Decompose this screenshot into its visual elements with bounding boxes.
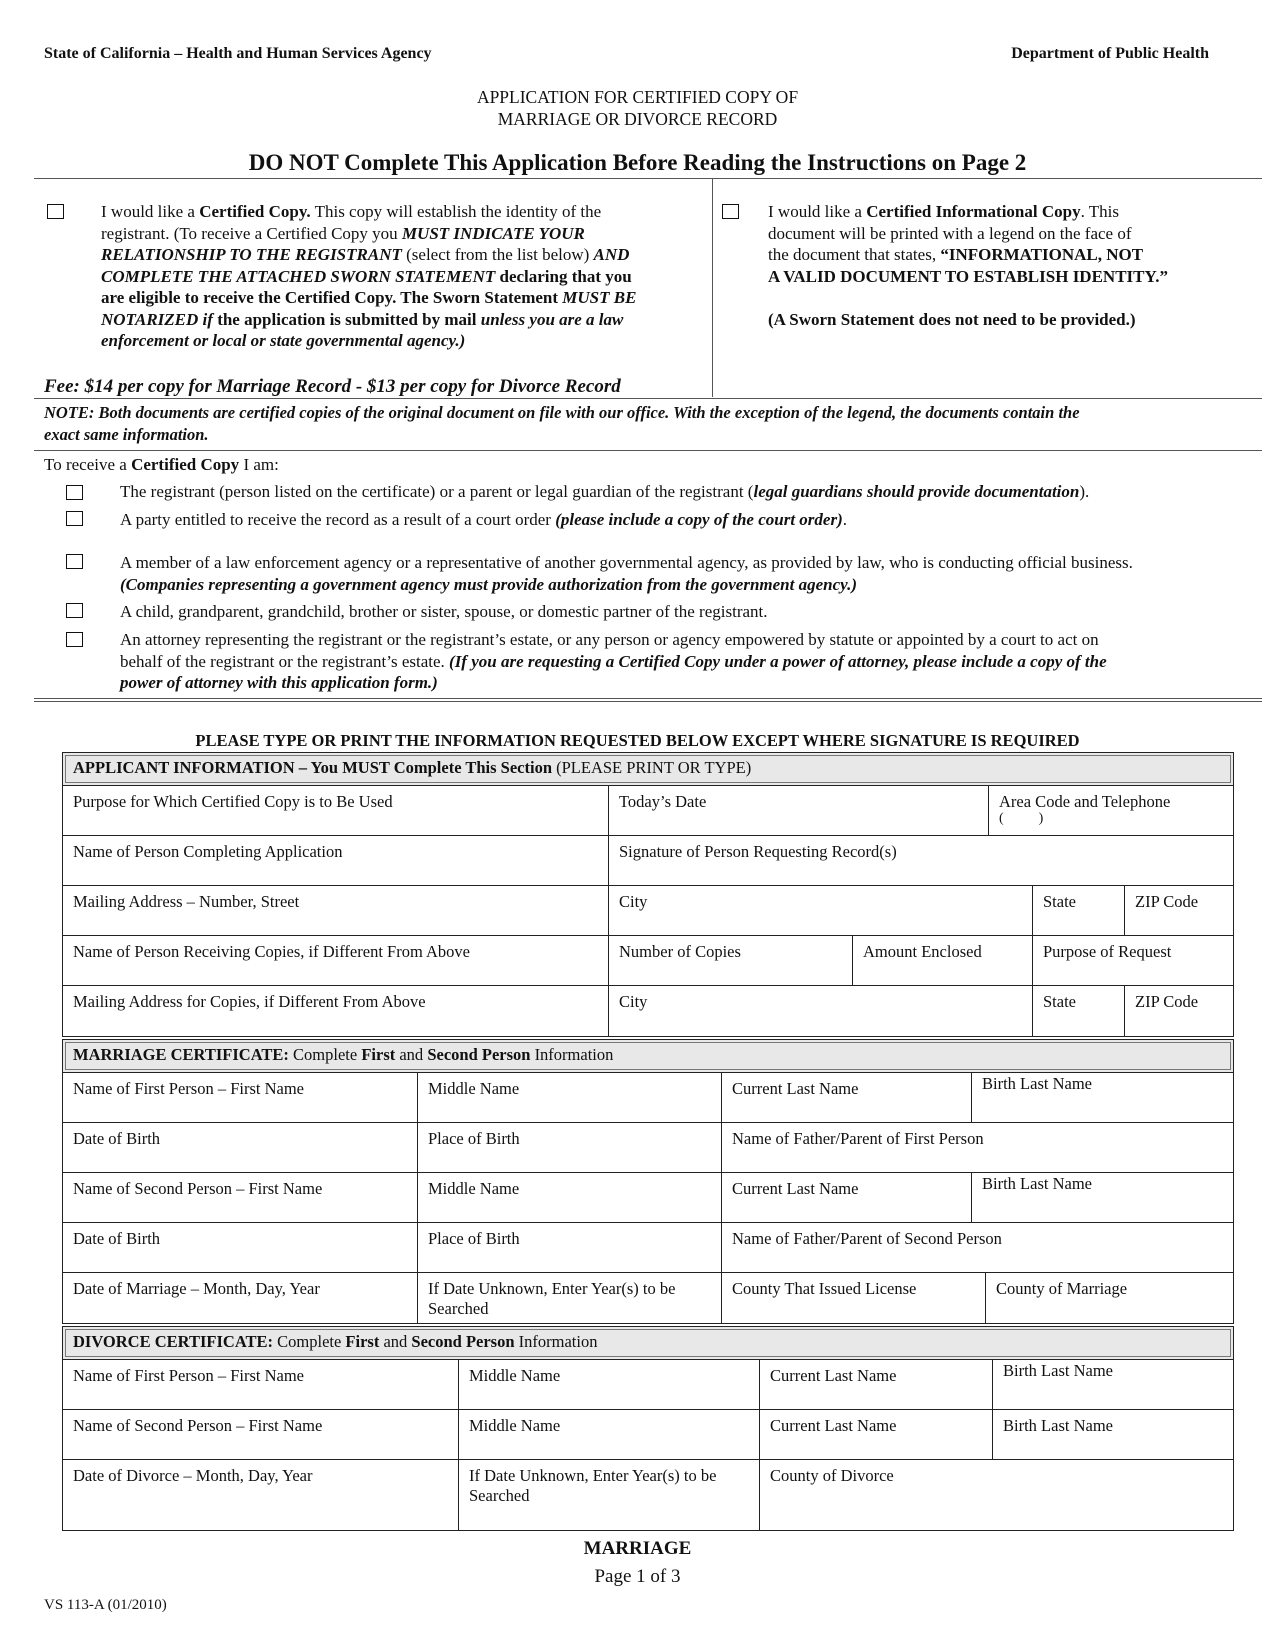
marriage-first-person-middle-name[interactable]: Middle Name (417, 1073, 721, 1122)
divorce-second-person-first-name[interactable]: Name of Second Person – First Name (73, 1416, 323, 1435)
amount-enclosed-field[interactable]: Amount Enclosed (852, 936, 1032, 985)
date-of-divorce-field[interactable]: Date of Divorce – Month, Day, Year (73, 1466, 313, 1485)
zip-field[interactable]: ZIP Code (1124, 886, 1233, 935)
marriage-first-person-pob[interactable]: Place of Birth (417, 1123, 721, 1172)
marriage-row (63, 1223, 1233, 1273)
department-name: Department of Public Health (1011, 45, 1209, 62)
number-of-copies-field[interactable]: Number of Copies (608, 936, 852, 985)
divorce-second-person-middle-name[interactable]: Middle Name (458, 1410, 759, 1459)
divider (34, 178, 1262, 179)
divorce-row (63, 1460, 1233, 1530)
county-of-marriage-field[interactable]: County of Marriage (985, 1273, 1233, 1323)
marriage-first-person-birth-last-name[interactable]: Birth Last Name (971, 1073, 1233, 1122)
todays-date-field[interactable]: Today’s Date (608, 786, 988, 835)
divorce-first-person-first-name[interactable]: Name of First Person – First Name (73, 1366, 304, 1385)
applicant-grid (62, 786, 1234, 1037)
county-issued-license-field[interactable]: County That Issued License (721, 1273, 985, 1323)
marriage-row (63, 1273, 1233, 1323)
option-court-order-label: A party entitled to receive the record as a result of a court order (please include a copy of the court order). (120, 510, 847, 529)
divorce-grid (62, 1360, 1234, 1531)
divorce-second-person-current-last-name[interactable]: Current Last Name (759, 1410, 992, 1459)
instructions-warning: DO NOT Complete This Application Before Reading the Instructions on Page 2 (248, 150, 1027, 175)
city-field[interactable]: City (608, 886, 1032, 935)
option-law-enforcement-label: A member of a law enforcement agency or a representative of another governmental agency, as provided by law, who is conducting official business. (Companies representing a government agency must provide authorization from the government agency.) (120, 553, 1133, 594)
divorce-first-person-middle-name[interactable]: Middle Name (458, 1360, 759, 1409)
option-court-order-checkbox[interactable] (66, 511, 83, 526)
divorce-unknown-date-field[interactable]: If Date Unknown, Enter Year(s) to be Searched (458, 1460, 759, 1530)
divorce-section-header: DIVORCE CERTIFICATE: Complete First and Second Person Information (62, 1326, 1234, 1360)
marriage-second-person-current-last-name[interactable]: Current Last Name (721, 1173, 971, 1222)
divorce-second-person-birth-last-name[interactable]: Birth Last Name (992, 1410, 1233, 1459)
marriage-row (63, 1073, 1233, 1123)
copies-state-field[interactable]: State (1032, 986, 1124, 1036)
applicant-row (63, 886, 1233, 936)
marriage-second-person-pob[interactable]: Place of Birth (417, 1223, 721, 1272)
mailing-address-field[interactable]: Mailing Address – Number, Street (73, 892, 300, 911)
telephone-field[interactable]: Area Code and Telephone ( ) (988, 786, 1233, 835)
double-divider (34, 698, 1262, 702)
marriage-row (63, 1123, 1233, 1173)
marriage-first-person-father[interactable]: Name of Father/Parent of First Person (721, 1123, 1233, 1172)
applicant-row (63, 786, 1233, 836)
form-id: VS 113-A (01/2010) (44, 1597, 167, 1613)
column-divider (712, 179, 713, 397)
mailing-copies-field[interactable]: Mailing Address for Copies, if Different From Above (73, 992, 426, 1011)
informational-copy-checkbox[interactable] (722, 204, 739, 219)
divorce-row (63, 1360, 1233, 1410)
divorce-first-person-current-last-name[interactable]: Current Last Name (759, 1360, 992, 1409)
option-family-member-checkbox[interactable] (66, 603, 83, 618)
applicant-section-header: APPLICANT INFORMATION – You MUST Complete This Section (PLEASE PRINT OR TYPE) (62, 752, 1234, 786)
copies-city-field[interactable]: City (608, 986, 1032, 1036)
option-family-member-label: A child, grandparent, grandchild, brother or sister, spouse, or domestic partner of the registrant. (120, 602, 768, 621)
marriage-first-person-current-last-name[interactable]: Current Last Name (721, 1073, 971, 1122)
telephone-area-code-parens: ( ) (999, 811, 1044, 826)
fee-text: Fee: $14 per copy for Marriage Record - $13 per copy for Divorce Record (44, 376, 621, 397)
state-field[interactable]: State (1032, 886, 1124, 935)
marriage-second-person-first-name[interactable]: Name of Second Person – First Name (73, 1179, 323, 1198)
copies-zip-field[interactable]: ZIP Code (1124, 986, 1233, 1036)
purpose-field[interactable]: Purpose for Which Certified Copy is to Be Used (73, 792, 393, 811)
footer-record-type: MARRIAGE (583, 1538, 692, 1559)
print-instructions: PLEASE TYPE OR PRINT THE INFORMATION REQUESTED BELOW EXCEPT WHERE SIGNATURE IS REQUIRED (195, 731, 1080, 750)
name-completing-field[interactable]: Name of Person Completing Application (73, 842, 343, 861)
page-number: Page 1 of 3 (594, 1566, 681, 1587)
option-law-enforcement-checkbox[interactable] (66, 554, 83, 569)
date-of-marriage-field[interactable]: Date of Marriage – Month, Day, Year (73, 1279, 320, 1298)
marriage-grid (62, 1073, 1234, 1324)
receive-heading: To receive a Certified Copy I am: (44, 455, 279, 474)
form-title-line1: APPLICATION FOR CERTIFIED COPY OF (476, 87, 799, 107)
marriage-second-person-dob[interactable]: Date of Birth (73, 1229, 161, 1248)
county-of-divorce-field[interactable]: County of Divorce (759, 1460, 1233, 1530)
purpose-of-request-field[interactable]: Purpose of Request (1032, 936, 1233, 985)
option-attorney-checkbox[interactable] (66, 632, 83, 647)
marriage-second-person-father[interactable]: Name of Father/Parent of Second Person (721, 1223, 1233, 1272)
applicant-row (63, 836, 1233, 886)
marriage-second-person-birth-last-name[interactable]: Birth Last Name (971, 1173, 1233, 1222)
marriage-section-header: MARRIAGE CERTIFICATE: Complete First and Second Person Information (62, 1039, 1234, 1073)
divorce-row (63, 1410, 1233, 1460)
option-registrant-checkbox[interactable] (66, 485, 83, 500)
option-registrant-label: The registrant (person listed on the certificate) or a parent or legal guardian of the registrant (legal guardians should provide documentation). (120, 482, 1090, 501)
divider (34, 450, 1262, 451)
certified-copy-checkbox[interactable] (47, 204, 64, 219)
form-title (0, 86, 1275, 130)
informational-copy-description: I would like a Certified Informational Copy. This document will be printed with a legend on the face of the document that states, “INFORMATIONAL, NOT A VALID DOCUMENT TO ESTABLISH IDENTITY.” (A Sworn Statement does not need to be provided.) (768, 202, 1168, 329)
signature-field[interactable]: Signature of Person Requesting Record(s) (608, 836, 1233, 885)
marriage-unknown-date-field[interactable]: If Date Unknown, Enter Year(s) to be Searched (417, 1273, 721, 1323)
marriage-first-person-dob[interactable]: Date of Birth (73, 1129, 161, 1148)
certified-copy-description: I would like a Certified Copy. This copy will establish the identity of the registrant. (To receive a Certified Copy you MUST INDICATE YOUR RELATIONSHIP TO THE REGISTRANT (select from the list below) AND COMPLETE THE ATTACHED SWORN STATEMENT declaring that you are eligible to receive the Certified Copy. The Sworn Statement MUST BE NOTARIZED if the application is submitted by mail unless you are a law enforcement or local or state governmental agency.) (101, 202, 637, 350)
applicant-row (63, 986, 1233, 1036)
note-text: NOTE: Both documents are certified copies of the original document on file with our office. With the exception of the legend, the documents contain the exact same information. (44, 403, 1080, 444)
agency-name: State of California – Health and Human Services Agency (44, 45, 432, 62)
form-title-line2: MARRIAGE OR DIVORCE RECORD (497, 109, 778, 129)
divider (34, 398, 1262, 399)
marriage-row (63, 1173, 1233, 1223)
name-receiving-field[interactable]: Name of Person Receiving Copies, if Different From Above (73, 942, 470, 961)
marriage-second-person-middle-name[interactable]: Middle Name (417, 1173, 721, 1222)
marriage-first-person-first-name[interactable]: Name of First Person – First Name (73, 1079, 304, 1098)
option-attorney-label: An attorney representing the registrant or the registrant’s estate, or any person or agency empowered by statute or appointed by a court to act on behalf of the registrant or the registrant’s estate. (If you are requesting a Certified Copy under a power of attorney, please include a copy of the power of attorney with this application form.) (120, 630, 1107, 692)
divorce-first-person-birth-last-name[interactable]: Birth Last Name (992, 1360, 1233, 1409)
applicant-row (63, 936, 1233, 986)
